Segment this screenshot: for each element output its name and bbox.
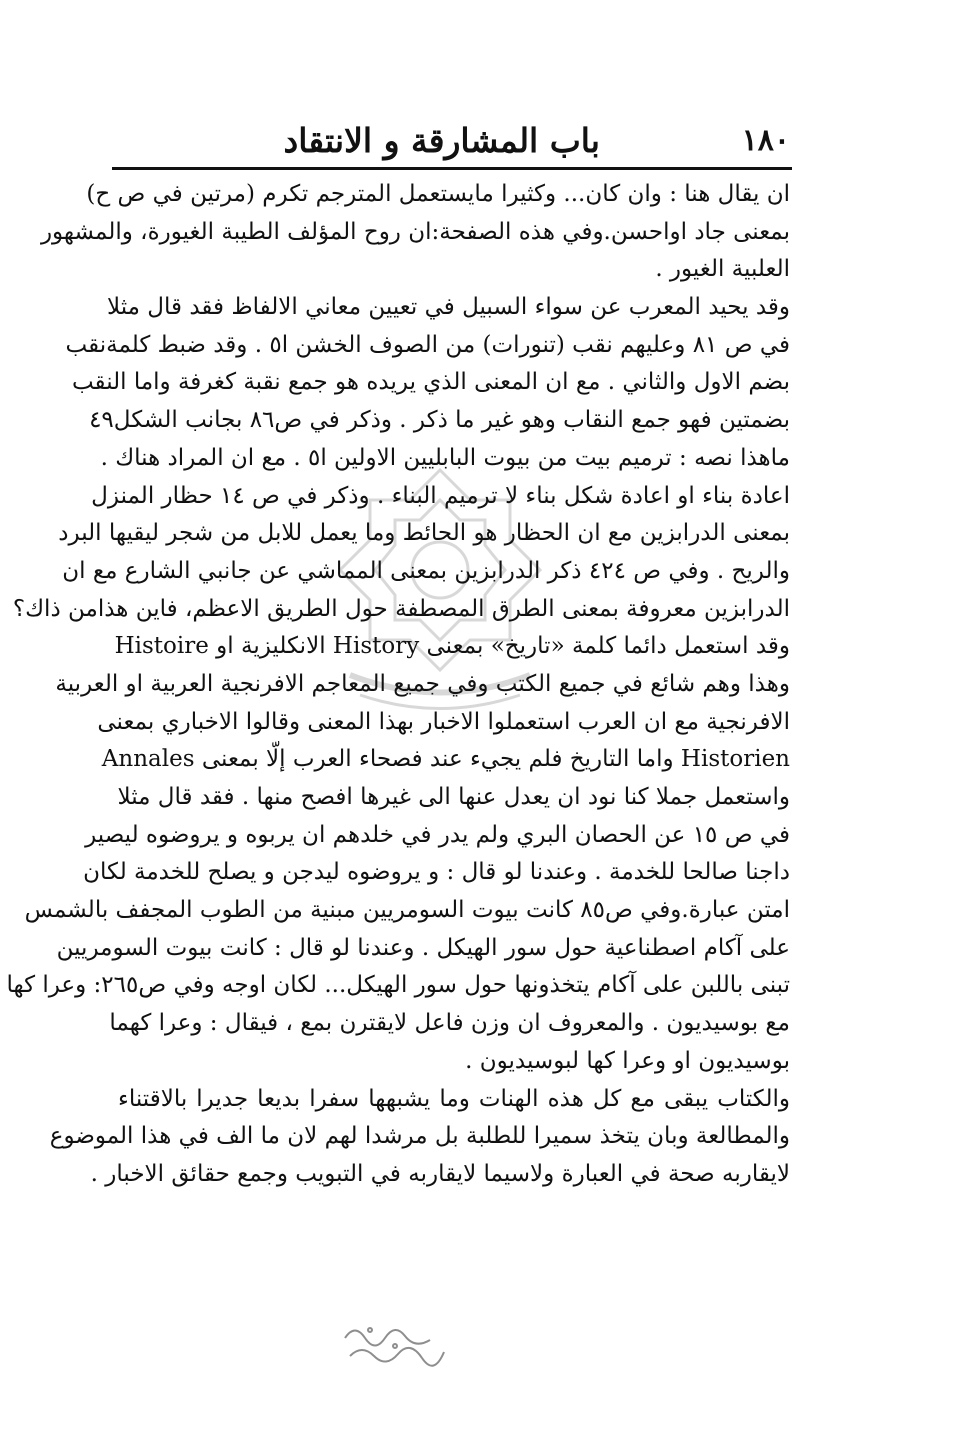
text-line: في ص ١٥ عن الحصان البري ولم يدر في خلدهم ان يربوه و يروضوه ليصير [85,821,790,848]
text-line: في ص ٨١ وعليهم نقب (تنورات) من الصوف الخشن ا٥ . وقد ضبط كلمةنقب [65,331,790,358]
text-line: الدرابزين معروفة بمعنى الطرق المصطفة حول الطريق الاعظم، فاين هذامن ذاك؟ [12,595,790,622]
text-line: والمطالعة وبان يتخذ سميرا للطلبة بل مرشدا لهم لان ما الف في هذا الموضوع [49,1123,790,1150]
text-line: العلبية الغيور . [655,256,790,283]
paragraph-4 [6,779,790,1081]
text-line: والكتاب يبقى مع كل هذه الهنات وما يشبهها سفرا بديعا جديرا بالاقتناء [118,1085,790,1112]
text-line: ان يقال هنا : وان كان... وكثيرا مايستعمل المترجم تكرم (مرتين في ص ح) [86,181,790,207]
text-line: بوسيديون او وعرا كها لبوسيديون . [465,1047,790,1074]
text-line: Historien واما التاريخ فلم يجيء عند فصحاء العرب إلّا بمعنى Annales [101,746,790,773]
text-line: داجنا صالحا للخدمة . وعندنا لو قال : و يروضوه ليدجن و يصلح للخدمة لكان [83,859,790,886]
text-line: واستعمل جملا كنا نود ان يعدل عنها الى غيرها افصح منها . فقد قال مثلا [117,784,790,810]
text-line: على آكام اصطناعية حول سور الهيكل . وعندنا لو قال : كانت بيوت السومريين [56,934,790,961]
page-number: ١٨٠ [741,123,790,158]
text-line: بمعنى الدرابزين مع ان الحظار هو الحائط وما يعمل للابل من شجر ليقيها البرد [58,520,790,547]
paragraph-2 [12,289,790,628]
text-line: اعادة بناء او اعادة شكل بناء لا ترميم البناء . وذكر في ص ١٤ حظار المنزل [91,482,790,509]
article-body [6,176,790,1194]
text-line: والريح . وفي ص ٤٢٤ ذكر الدرابزين بمعنى المماشي عن جانبي الشارع مع ان [62,557,790,584]
paragraph-1 [40,176,790,289]
header-rule [112,167,792,170]
text-line: امتن عبارة.وفي ص٨٥ كانت بيوت السومريين مبنية من الطوب المجفف بالشمس [24,897,790,924]
text-line: ماهذا نصه : ترميم بيت من بيوت البابليين الاولين ا٥ . مع ان المراد هناك . [100,444,790,471]
text-line: وهذا وهم شائع في جميع الكتب وفي جميع المعاجم الافرنجية العربية او العربية [55,670,790,697]
text-line: بضم الاول والثاني . مع ان المعنى الذي يريده هو جمع نقبة كغرفة واما النقب [71,369,790,396]
text-line: وقد يحيد المعرب عن سواء السبيل في تعيين معاني الالفاظ فقد قال مثلا [107,294,790,321]
handwritten-scribble [340,1318,450,1370]
text-line: وقد استعمل دائما كلمة «تاريخ» بمعنى History الانكليزية او Histoire [114,633,790,660]
paragraph-3 [55,628,790,779]
running-title: باب المشارقة و الانتقاد [283,121,600,160]
text-line: بضمتين فهو جمع النقاب وهو غير ما ذكر . وذكر في ص٨٦ بجانب الشكل٤٩ [89,407,790,434]
text-line: لايقاربه صحة في العبارة ولاسيما لايقاربه في التبويب وجمع حقائق الاخبار . [90,1160,790,1187]
text-line: الافرنجية مع ان العرب استعملوا الاخبار بهذا المعنى وقالوا الاخباري بمعنى [97,708,790,735]
text-line: تبنى باللبن على آكام يتخذونها حول سور الهيكل... لكان اوجه وفي ص٢٦٥: وعرا كها [6,972,790,999]
paragraph-5 [49,1081,790,1194]
text-line: مع بوسيديون . والمعروف ان وزن فاعل لايقترن بمع ، فيقال : وعرا كهما [109,1010,790,1037]
text-line: بمعنى جاد اواحسن.وفي هذه الصفحة:ان روح المؤلف الطيبة الغيورة، والمشهور [40,218,790,245]
page-header [110,118,790,164]
